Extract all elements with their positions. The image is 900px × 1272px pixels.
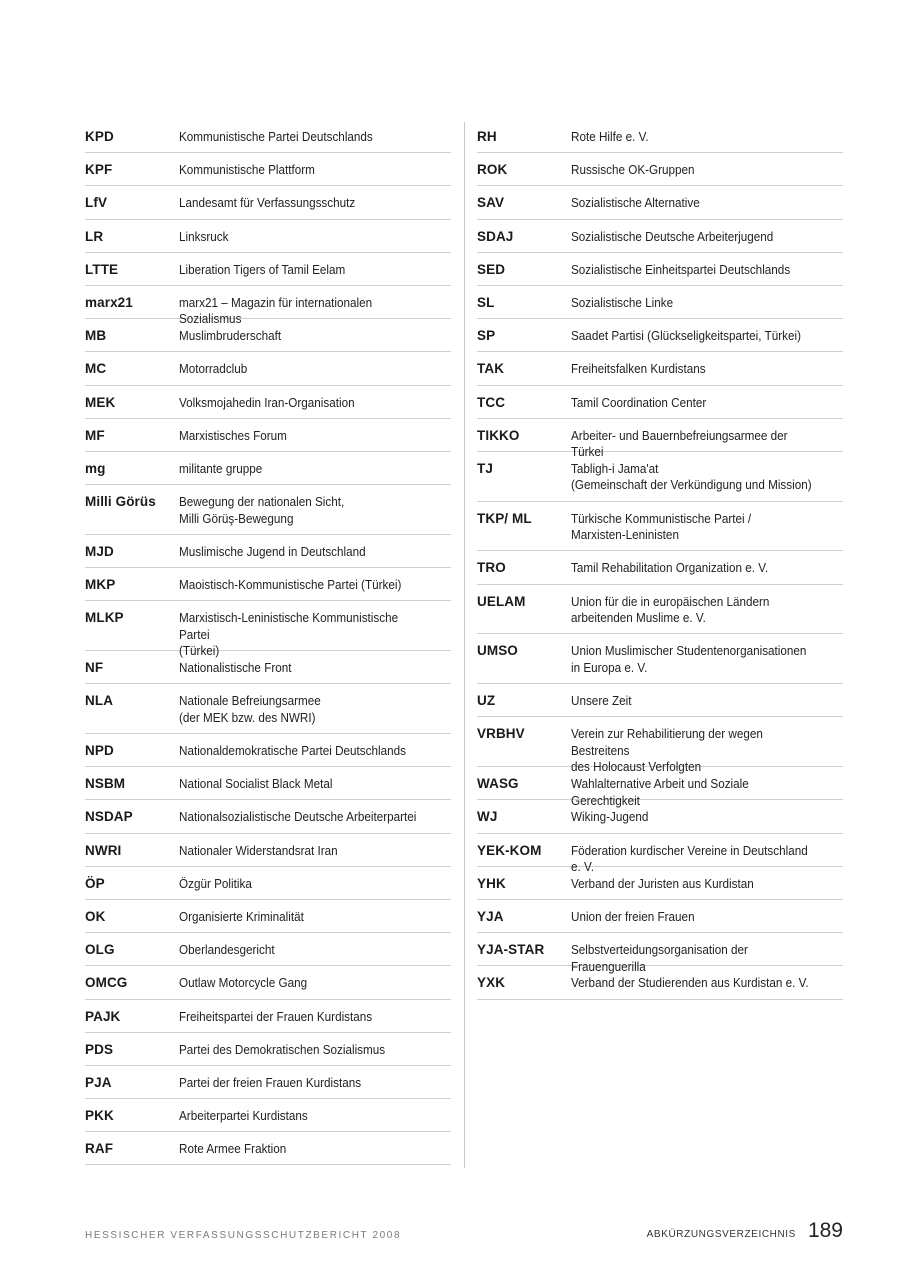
abbreviation-term: NSBM (85, 776, 126, 792)
abbreviation-row (85, 220, 451, 253)
abbreviation-term: MEK (85, 394, 116, 410)
abbreviation-term: KPD (85, 129, 114, 144)
abbreviation-row (477, 551, 843, 584)
abbreviation-row (85, 800, 451, 833)
abbreviation-row (85, 966, 451, 999)
abbreviation-definition: militante gruppe (179, 460, 263, 476)
abbreviation-term: TIKKO (477, 427, 520, 443)
abbreviation-term: SDAJ (477, 228, 514, 244)
abbreviation-term: MC (85, 361, 107, 377)
abbreviation-definition: Kommunistische Plattform (179, 162, 315, 178)
abbreviation-definition: Arbeiterpartei Kurdistans (179, 1108, 308, 1124)
column-divider (464, 122, 465, 1168)
abbreviation-term: LR (85, 228, 104, 244)
abbreviation-row (477, 286, 843, 319)
abbreviation-term: NF (85, 660, 104, 676)
abbreviation-definition: Rote Armee Fraktion (179, 1141, 287, 1157)
abbreviation-term: MLKP (85, 610, 124, 626)
abbreviation-row (477, 900, 843, 933)
abbreviation-term: SL (477, 294, 495, 310)
abbreviation-row (85, 186, 451, 219)
abbreviation-row (85, 120, 451, 153)
abbreviation-definition: Tamil Coordination Center (571, 394, 707, 410)
abbreviation-term: OLG (85, 942, 115, 958)
abbreviation-definition: National Socialist Black Metal (179, 776, 333, 792)
abbreviation-row (85, 1000, 451, 1033)
abbreviation-definition: Sozialistische Einheitspartei Deutschlands (571, 261, 791, 277)
abbreviation-term: NLA (85, 693, 114, 709)
abbreviation-row (85, 535, 451, 568)
abbreviation-row (477, 120, 843, 153)
abbreviation-row (477, 220, 843, 253)
abbreviation-term: YEK-KOM (477, 842, 542, 858)
abbreviation-row (85, 1099, 451, 1132)
abbreviation-definition: Muslimbruderschaft (179, 328, 282, 344)
abbreviation-definition: Föderation kurdischer Vereine in Deutschland e. V. (571, 842, 808, 875)
abbreviation-definition: Arbeiter- und Bauernbefreiungsarmee der Türkei (571, 427, 788, 460)
abbreviation-definition: Wahlalternative Arbeit und Soziale Gerechtigkeit (571, 776, 749, 808)
abbreviation-row (85, 1033, 451, 1066)
footer-publication-title: HESSISCHER VERFASSUNGSSCHUTZBERICHT 2008 (85, 1230, 402, 1241)
abbreviation-definition: Wiking-Jugend (571, 809, 649, 825)
abbreviation-term: mg (85, 460, 106, 476)
abbreviation-term: NWRI (85, 842, 122, 858)
abbreviation-row (85, 834, 451, 867)
abbreviation-row (477, 585, 843, 635)
abbreviation-row (477, 933, 843, 974)
abbreviation-definition: Selbstverteidungsorganisation der Frauenguerilla (571, 942, 748, 974)
abbreviation-row (477, 253, 843, 286)
abbreviation-row (85, 734, 451, 767)
abbreviation-term: NPD (85, 743, 114, 759)
abbreviation-definition: Union der freien Frauen (571, 908, 695, 924)
abbreviation-definition: Verband der Juristen aus Kurdistan (571, 875, 754, 891)
abbreviation-row (85, 352, 451, 385)
abbreviation-term: marx21 (85, 294, 133, 310)
abbreviation-row (477, 834, 843, 875)
abbreviation-row (85, 419, 451, 452)
abbreviation-definition: Liberation Tigers of Tamil Eelam (179, 261, 346, 277)
abbreviation-term: SP (477, 328, 496, 344)
abbreviation-term: YJA-STAR (477, 942, 545, 958)
abbreviation-term: TCC (477, 394, 506, 410)
abbreviation-definition: Nationalistische Front (179, 660, 292, 676)
abbreviation-list-right (477, 120, 843, 1000)
abbreviation-definition: Linksruck (179, 228, 229, 244)
abbreviation-term: TRO (477, 560, 506, 576)
abbreviation-row (85, 767, 451, 800)
abbreviation-definition: Marxistisches Forum (179, 427, 287, 443)
abbreviation-term: WASG (477, 776, 519, 792)
abbreviation-definition: Sozialistische Alternative (571, 195, 700, 211)
abbreviation-definition: Nationalsozialistische Deutsche Arbeiterpartei (179, 809, 417, 825)
abbreviation-term: WJ (477, 809, 498, 825)
abbreviation-term: YJA (477, 908, 504, 924)
abbreviation-row (85, 900, 451, 933)
abbreviation-row (85, 1066, 451, 1099)
abbreviation-definition: Volksmojahedin Iran-Organisation (179, 394, 355, 410)
abbreviation-row (85, 601, 451, 659)
abbreviation-row (477, 319, 843, 352)
abbreviation-row (85, 253, 451, 286)
abbreviation-row (477, 717, 843, 775)
abbreviation-term: RH (477, 129, 497, 144)
abbreviation-definition: Verein zur Rehabilitierung der wegen Bestreitens des Holocaust Verfolgten (571, 726, 763, 775)
abbreviation-term: KPF (85, 162, 113, 178)
abbreviation-term: NSDAP (85, 809, 133, 825)
abbreviation-term: TKP/ ML (477, 510, 532, 526)
abbreviation-row (477, 684, 843, 717)
abbreviation-definition: Marxistisch-Leninistische Kommunistische Partei (Türkei) (179, 610, 399, 659)
abbreviation-definition: Muslimische Jugend in Deutschland (179, 543, 366, 559)
abbreviation-definition: Oberlandesgericht (179, 942, 275, 958)
abbreviation-row (85, 286, 451, 327)
abbreviation-term: SED (477, 261, 506, 277)
abbreviation-definition: Sozialistische Linke (571, 294, 674, 310)
abbreviation-term: MKP (85, 577, 116, 593)
abbreviation-definition: Partei des Demokratischen Sozialismus (179, 1041, 386, 1057)
abbreviation-term: MB (85, 328, 107, 344)
page-number: 189 (807, 1219, 843, 1242)
abbreviation-row (85, 933, 451, 966)
abbreviation-row (85, 1132, 451, 1165)
abbreviation-term: UMSO (477, 643, 518, 659)
abbreviation-definition: Landesamt für Verfassungsschutz (179, 195, 356, 211)
abbreviation-definition: Bewegung der nationalen Sicht, Milli Görüş-Bewegung (179, 494, 345, 526)
abbreviation-definition: Tabligh-i Jama'at (Gemeinschaft der Verkündigung und Mission) (571, 460, 812, 493)
abbreviation-row (477, 186, 843, 219)
abbreviation-definition: Union für die in europäischen Ländern arbeitenden Muslime e. V. (571, 593, 770, 626)
abbreviation-definition: Rote Hilfe e. V. (571, 129, 649, 144)
abbreviation-row (85, 153, 451, 186)
abbreviation-term: PAJK (85, 1008, 121, 1024)
abbreviation-definition: Kommunistische Partei Deutschlands (179, 129, 373, 144)
footer-right (647, 1219, 843, 1243)
abbreviation-definition: Russische OK-Gruppen (571, 162, 695, 178)
abbreviation-definition: Freiheitspartei der Frauen Kurdistans (179, 1008, 373, 1024)
abbreviation-definition: Partei der freien Frauen Kurdistans (179, 1074, 362, 1090)
abbreviation-row (85, 568, 451, 601)
abbreviation-term: RAF (85, 1141, 114, 1157)
abbreviation-row (477, 634, 843, 684)
abbreviation-row (85, 386, 451, 419)
abbreviation-term: ROK (477, 162, 508, 178)
abbreviation-term: YXK (477, 975, 506, 991)
abbreviation-definition: Saadet Partisi (Glückseligkeitspartei, Türkei) (571, 328, 801, 344)
abbreviation-term: PJA (85, 1074, 112, 1090)
abbreviation-term: MF (85, 427, 105, 443)
abbreviation-term: YHK (477, 875, 506, 891)
abbreviation-definition: Outlaw Motorcycle Gang (179, 975, 308, 991)
abbreviation-list-left (85, 120, 451, 1165)
abbreviation-row (85, 684, 451, 734)
abbreviation-definition: Motorradclub (179, 361, 248, 377)
abbreviation-definition: Tamil Rehabilitation Organization e. V. (571, 560, 769, 576)
abbreviation-definition: Nationale Befreiungsarmee (der MEK bzw. des NWRI) (179, 693, 321, 725)
abbreviation-definition: Verband der Studierenden aus Kurdistan e. V. (571, 975, 809, 991)
abbreviation-term: UZ (477, 693, 496, 709)
abbreviation-term: OK (85, 908, 106, 924)
abbreviation-term: PDS (85, 1041, 114, 1057)
abbreviation-term: TAK (477, 361, 505, 377)
abbreviation-definition: Nationaldemokratische Partei Deutschlands (179, 743, 406, 759)
abbreviation-definition: marx21 – Magazin für internationalen Sozialismus (179, 294, 373, 327)
abbreviation-row (85, 452, 451, 485)
abbreviation-term: PKK (85, 1108, 114, 1124)
abbreviation-definition: Organisierte Kriminalität (179, 908, 304, 924)
abbreviation-row (477, 419, 843, 460)
abbreviation-term: LfV (85, 195, 108, 211)
abbreviation-row (477, 386, 843, 419)
abbreviation-term: MJD (85, 543, 114, 559)
abbreviation-term: OMCG (85, 975, 128, 991)
abbreviation-term: LTTE (85, 261, 119, 277)
abbreviation-definition: Sozialistische Deutsche Arbeiterjugend (571, 228, 774, 244)
abbreviation-term: ÖP (85, 875, 105, 891)
abbreviation-term: Milli Görüs (85, 494, 156, 510)
abbreviation-definition: Unsere Zeit (571, 693, 632, 709)
abbreviation-row (477, 502, 843, 552)
footer-section-title: ABKÜRZUNGSVERZEICHNIS (646, 1229, 796, 1240)
abbreviation-row (85, 485, 451, 535)
abbreviation-term: SAV (477, 195, 505, 211)
abbreviation-row (85, 867, 451, 900)
abbreviation-term: VRBHV (477, 726, 525, 742)
abbreviation-definition: Türkische Kommunistische Partei / Marxisten-Leninisten (571, 510, 752, 543)
abbreviation-definition: Özgür Politika (179, 875, 252, 891)
abbreviation-definition: Union Muslimischer Studentenorganisationen in Europa e. V. (571, 643, 807, 675)
abbreviation-term: TJ (477, 460, 493, 476)
abbreviation-definition: Freiheitsfalken Kurdistans (571, 361, 706, 377)
abbreviation-definition: Maoistisch-Kommunistische Partei (Türkei) (179, 577, 402, 593)
abbreviation-row (477, 153, 843, 186)
abbreviation-definition: Nationaler Widerstandsrat Iran (179, 842, 338, 858)
abbreviation-row (477, 352, 843, 385)
abbreviation-term: UELAM (477, 593, 526, 609)
